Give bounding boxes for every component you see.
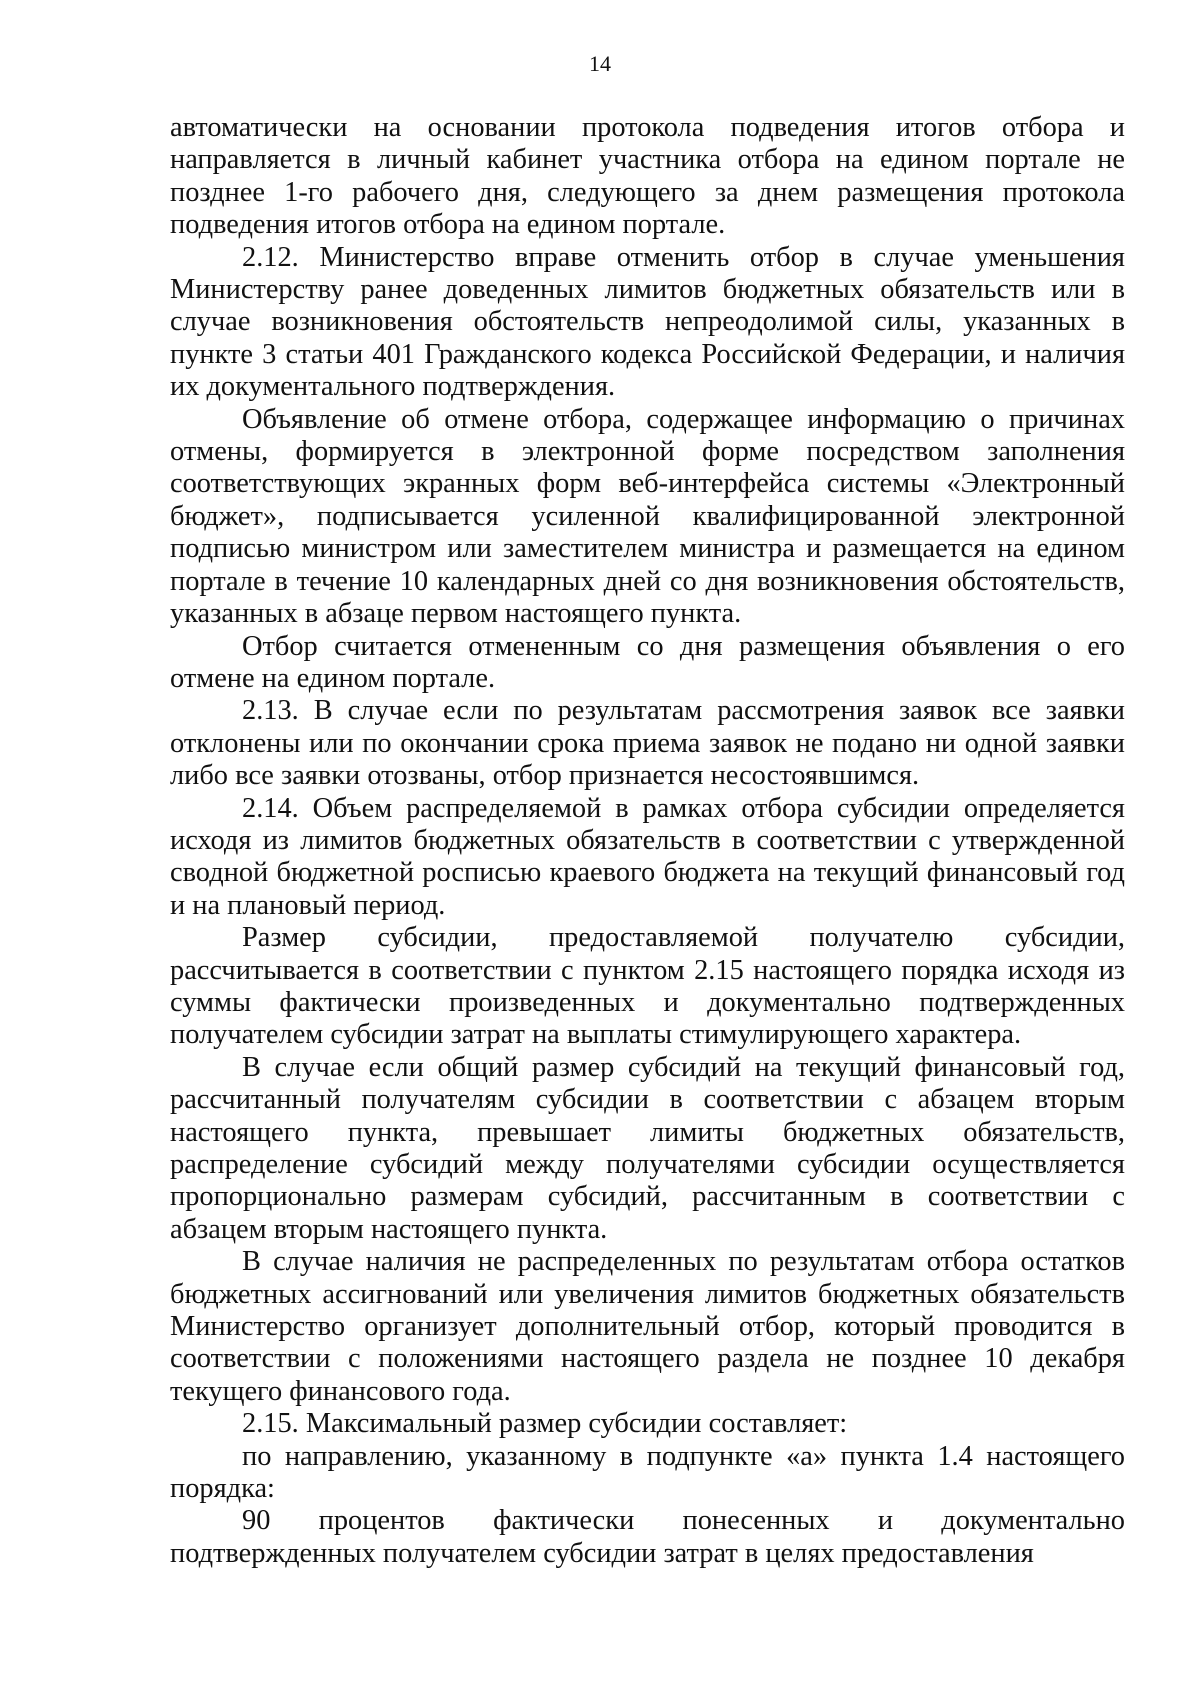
paragraph-2-13: 2.13. В случае если по результатам рассмотрения заявок все заявки отклонены или по окончании срока приема заявок не подано ни одной заявки либо все заявки отозваны, отбор признается несостоявшимся. bbox=[170, 695, 1125, 792]
paragraph-direction-a: по направлению, указанному в подпункте «а» пункта 1.4 настоящего порядка: bbox=[170, 1440, 1125, 1505]
paragraph-cancellation-notice: Объявление об отмене отбора, содержащее информацию о причинах отмены, формируется в электронной форме посредством заполнения соответствующих экранных форм веб-интерфейса системы «Электронный бюджет», подписывается усиленной квалифицированной электронной подписью министром или заместителем министра и размещается на едином портале в течение 10 календарных дней со дня возникновения обстоятельств, указанных в абзаце первом настоящего пункта. bbox=[170, 403, 1125, 630]
paragraph-ninety-percent: 90 процентов фактически понесенных и документально подтвержденных получателем субсидии затрат в целях предоставления bbox=[170, 1505, 1125, 1569]
paragraph-continuation: автоматически на основании протокола подведения итогов отбора и направляется в личный кабинет участника отбора на едином портале не позднее 1-го рабочего дня, следующего за днем размещения протокола подведения итогов отбора на едином портале. bbox=[170, 112, 1125, 241]
document-body bbox=[170, 112, 1125, 1570]
paragraph-subsidy-distribution: В случае если общий размер субсидий на текущий финансовый год, рассчитанный получателям субсидии в соответствии с абзацем вторым настоящего пункта, превышает лимиты бюджетных обязательств, распределение субсидий между получателями субсидии осуществляется пропорционально размерам субсидий, рассчитанным в соответствии с абзацем вторым настоящего пункта. bbox=[170, 1051, 1125, 1245]
page-number: 14 bbox=[589, 51, 611, 76]
paragraph-2-14: 2.14. Объем распределяемой в рамках отбора субсидии определяется исходя из лимитов бюджетных обязательств в соответствии с утвержденной сводной бюджетной росписью краевого бюджета на текущий финансовый год и на плановый период. bbox=[170, 792, 1125, 921]
paragraph-cancellation-effect: Отбор считается отмененным со дня размещения объявления о его отмене на едином портале. bbox=[170, 630, 1125, 694]
paragraph-2-12: 2.12. Министерство вправе отменить отбор в случае уменьшения Министерству ранее доведенных лимитов бюджетных обязательств или в случае возникновения обстоятельств непреодолимой силы, указанных в пункте 3 статьи 401 Гражданского кодекса Российской Федерации, и наличия их документального подтверждения. bbox=[170, 241, 1125, 403]
paragraph-2-15: 2.15. Максимальный размер субсидии составляет: bbox=[242, 1408, 848, 1440]
paragraph-subsidy-size: Размер субсидии, предоставляемой получателю субсидии, рассчитывается в соответствии с пунктом 2.15 настоящего порядка исходя из суммы фактически произведенных и документально подтвержденных получателем субсидии затрат на выплаты стимулирующего характера. bbox=[170, 922, 1125, 1051]
paragraph-additional-selection: В случае наличия не распределенных по результатам отбора остатков бюджетных ассигнований или увеличения лимитов бюджетных обязательств Министерство организует дополнительный отбор, который проводится в соответствии с положениями настоящего раздела не позднее 10 декабря текущего финансового года. bbox=[170, 1246, 1125, 1407]
